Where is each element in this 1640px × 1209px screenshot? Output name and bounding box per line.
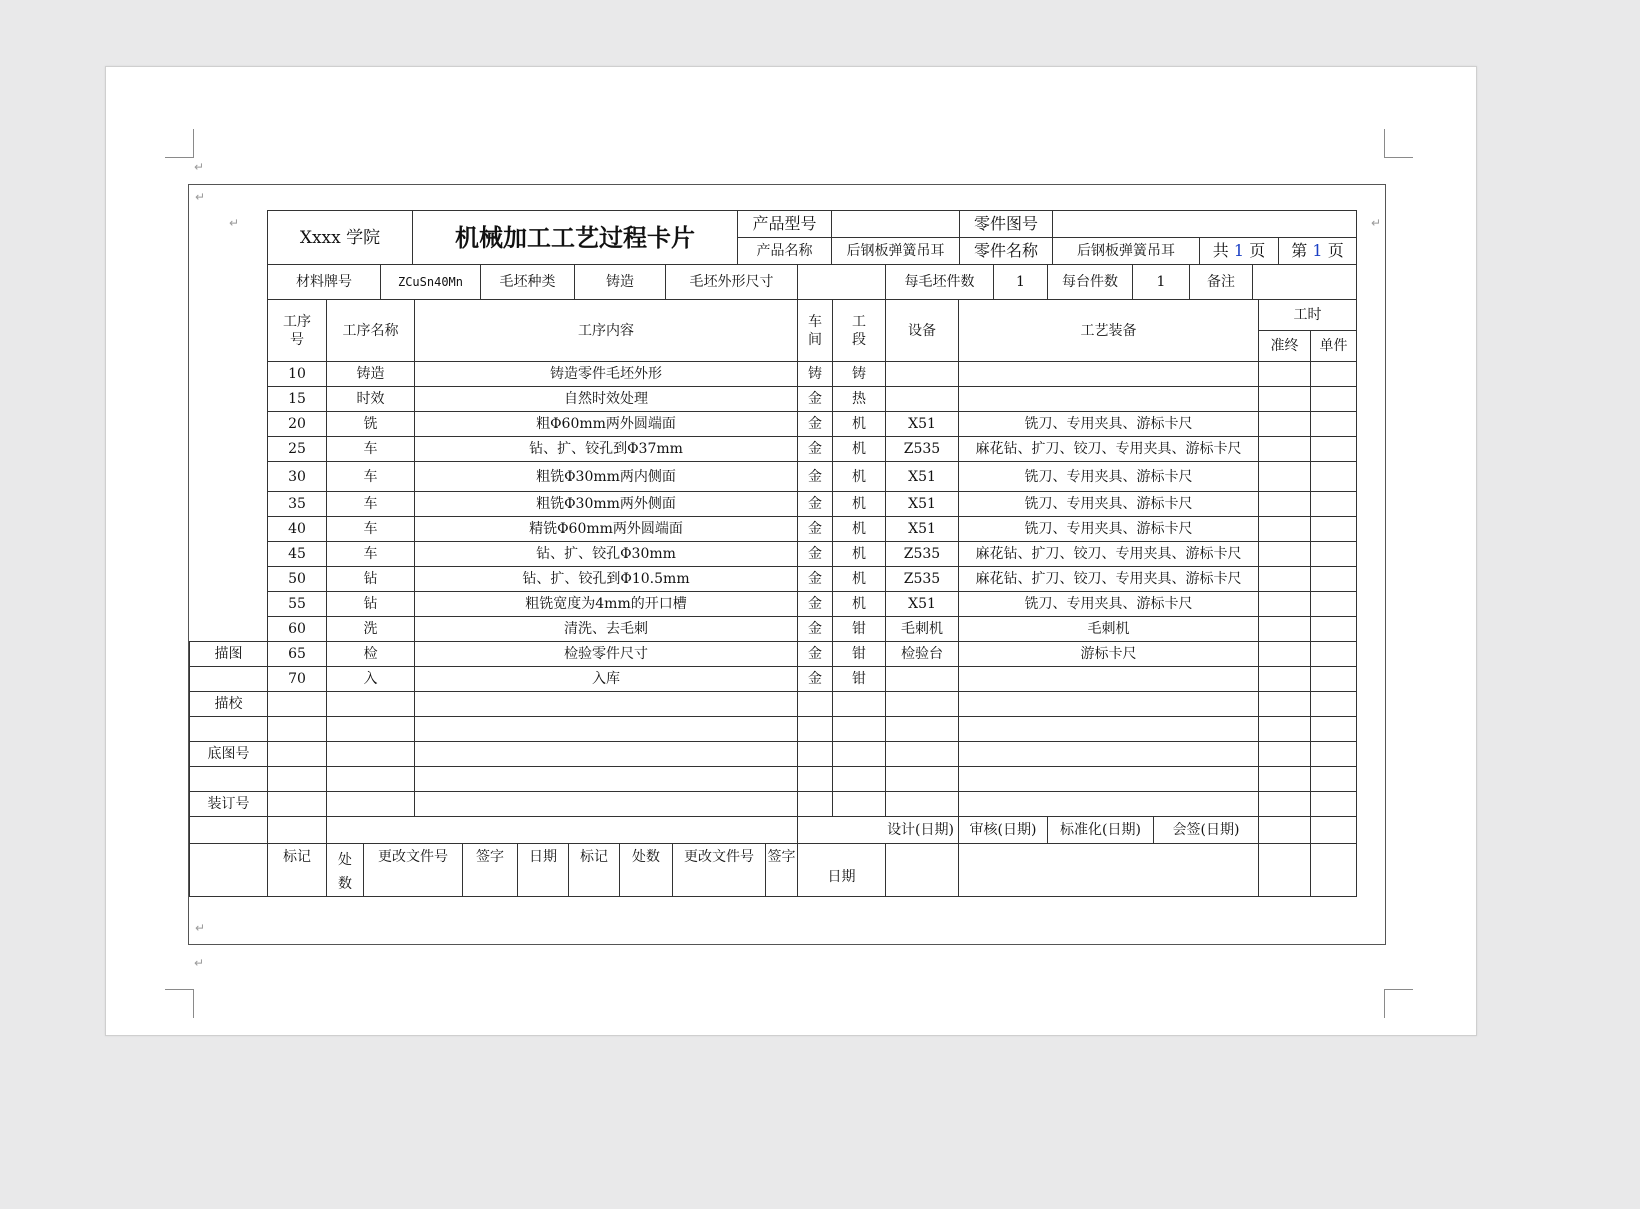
signoff-countersign: 会签(日期) xyxy=(1172,822,1240,838)
footer-side-blank xyxy=(190,844,268,897)
product-model-label: 产品型号 xyxy=(738,211,832,238)
row-side-label xyxy=(190,717,268,742)
row-tooling[interactable]: 麻花钻、扩刀、铰刀、专用夹具、游标卡尺 xyxy=(959,567,1259,592)
footer-date-2: 日期 xyxy=(798,844,886,897)
table-row xyxy=(190,412,1357,437)
table-row xyxy=(190,437,1357,462)
footer-mark-2: 标记 xyxy=(569,844,620,896)
row-section[interactable]: 机 xyxy=(833,412,886,437)
row-equipment[interactable]: Z535 xyxy=(886,542,959,567)
paragraph-mark: ↵ xyxy=(194,160,205,174)
row-section[interactable]: 钳 xyxy=(833,642,886,667)
row-time-unit[interactable] xyxy=(1311,387,1357,412)
row-side-label: 描校 xyxy=(190,692,268,717)
row-time-prep[interactable] xyxy=(1259,767,1311,792)
row-time-prep[interactable] xyxy=(1259,517,1311,542)
col-workshop-header-top: 车 xyxy=(808,313,822,330)
row-time-unit[interactable] xyxy=(1311,362,1357,387)
remark-value[interactable] xyxy=(1253,265,1357,300)
table-row xyxy=(190,542,1357,567)
paragraph-mark: ↵ xyxy=(1371,216,1382,230)
row-tooling[interactable] xyxy=(959,792,1259,817)
row-seq[interactable]: 10 xyxy=(268,362,327,387)
table-frame xyxy=(188,184,1386,945)
table-row xyxy=(190,717,1357,742)
row-content[interactable]: 粗铣宽度为4mm的开口槽 xyxy=(415,592,798,617)
row-time-unit[interactable] xyxy=(1311,667,1357,692)
col-section-header-bottom: 段 xyxy=(852,331,866,348)
row-side-label xyxy=(190,617,268,642)
row-time-unit[interactable] xyxy=(1311,717,1357,742)
row-time-prep[interactable] xyxy=(1259,642,1311,667)
card-title: 机械加工工艺过程卡片 xyxy=(413,211,738,265)
row-seq[interactable] xyxy=(268,792,327,817)
row-tooling[interactable]: 铣刀、专用夹具、游标卡尺 xyxy=(959,462,1259,492)
row-time-unit[interactable] xyxy=(1311,792,1357,817)
crop-mark-bottom-right xyxy=(1384,989,1413,1018)
part-name-label: 零件名称 xyxy=(960,238,1053,265)
row-equipment[interactable]: X51 xyxy=(886,412,959,437)
signoff-review: 审核(日期) xyxy=(959,817,1048,843)
table-row xyxy=(190,742,1357,767)
row-name[interactable]: 洗 xyxy=(327,617,415,642)
material-info-row xyxy=(267,264,1357,300)
paragraph-mark: ↵ xyxy=(195,190,206,204)
col-content-header: 工序内容 xyxy=(415,300,798,362)
row-name[interactable] xyxy=(327,767,415,792)
row-name[interactable] xyxy=(327,792,415,817)
col-tooling-header: 工艺装备 xyxy=(959,300,1259,362)
row-time-prep[interactable] xyxy=(1259,592,1311,617)
row-tooling[interactable]: 铣刀、专用夹具、游标卡尺 xyxy=(959,492,1259,517)
row-equipment[interactable] xyxy=(886,767,959,792)
row-content[interactable] xyxy=(415,717,798,742)
col-equipment-header: 设备 xyxy=(886,300,959,362)
row-section[interactable]: 机 xyxy=(833,542,886,567)
footer-blank xyxy=(959,844,1259,897)
footer-sign: 签字 xyxy=(463,844,518,896)
row-section[interactable]: 热 xyxy=(833,387,886,412)
row-section[interactable]: 机 xyxy=(833,517,886,542)
row-tooling[interactable]: 铣刀、专用夹具、游标卡尺 xyxy=(959,517,1259,542)
table-row xyxy=(190,387,1357,412)
col-time-header: 工时 xyxy=(1259,300,1357,331)
row-section[interactable] xyxy=(833,717,886,742)
table-row xyxy=(190,617,1357,642)
row-name[interactable]: 车 xyxy=(327,517,415,542)
row-name[interactable]: 铸造 xyxy=(327,362,415,387)
col-name-header: 工序名称 xyxy=(327,300,415,362)
row-side-label: 装订号 xyxy=(190,792,268,817)
per-unit-label: 每台件数 xyxy=(1048,265,1133,300)
row-seq[interactable] xyxy=(268,742,327,767)
row-time-unit[interactable] xyxy=(1311,542,1357,567)
row-time-prep[interactable] xyxy=(1259,792,1311,817)
row-section[interactable]: 铸 xyxy=(833,362,886,387)
row-time-unit[interactable] xyxy=(1311,492,1357,517)
row-tooling[interactable]: 游标卡尺 xyxy=(959,642,1259,667)
row-time-prep[interactable] xyxy=(1259,462,1311,492)
row-name[interactable]: 入 xyxy=(327,667,415,692)
row-section[interactable]: 机 xyxy=(833,437,886,462)
row-equipment[interactable]: X51 xyxy=(886,492,959,517)
paragraph-mark: ↵ xyxy=(194,956,205,970)
signoff-group xyxy=(959,817,1259,844)
row-time-unit[interactable] xyxy=(1311,567,1357,592)
row-time-prep[interactable] xyxy=(1259,437,1311,462)
row-tooling[interactable]: 麻花钻、扩刀、铰刀、专用夹具、游标卡尺 xyxy=(959,542,1259,567)
row-seq[interactable]: 30 xyxy=(268,462,327,492)
col-workshop-header-bottom: 间 xyxy=(808,331,822,348)
row-time-unit[interactable] xyxy=(1311,412,1357,437)
row-equipment[interactable]: Z535 xyxy=(886,437,959,462)
row-tooling[interactable]: 麻花钻、扩刀、铰刀、专用夹具、游标卡尺 xyxy=(959,437,1259,462)
col-section-header xyxy=(833,300,886,362)
row-equipment[interactable] xyxy=(886,717,959,742)
row-time-prep[interactable] xyxy=(1259,412,1311,437)
material-grade-label: 材料牌号 xyxy=(268,265,381,300)
row-content[interactable] xyxy=(415,792,798,817)
row-equipment[interactable] xyxy=(886,667,959,692)
table-row xyxy=(190,517,1357,542)
row-seq[interactable]: 25 xyxy=(268,437,327,462)
row-tooling[interactable] xyxy=(959,692,1259,717)
row-tooling[interactable] xyxy=(959,667,1259,692)
row-side-label xyxy=(190,362,268,387)
row-time-unit[interactable] xyxy=(1311,692,1357,717)
total-pages-number: 1 xyxy=(1233,241,1245,260)
row-side-label: 描图 xyxy=(190,642,268,667)
footer-count-top: 处 xyxy=(338,852,352,868)
col-workshop-header xyxy=(798,300,833,362)
row-time-unit[interactable] xyxy=(1311,617,1357,642)
current-page xyxy=(1279,238,1357,265)
part-drawing-label: 零件图号 xyxy=(960,211,1053,238)
row-content[interactable]: 钻、扩、铰孔到Φ37mm xyxy=(415,437,798,462)
crop-mark-bottom-left xyxy=(165,989,194,1018)
row-seq[interactable]: 55 xyxy=(268,592,327,617)
crop-mark-top-right xyxy=(1384,129,1413,158)
signoff-blank xyxy=(268,817,327,844)
footer-change-doc: 更改文件号 xyxy=(364,844,463,896)
product-name-label: 产品名称 xyxy=(738,238,832,265)
row-section[interactable] xyxy=(833,692,886,717)
product-model-value[interactable] xyxy=(832,211,960,238)
row-time-unit[interactable] xyxy=(1311,592,1357,617)
row-time-prep[interactable] xyxy=(1259,492,1311,517)
table-row xyxy=(190,792,1357,817)
table-row xyxy=(190,767,1357,792)
process-card-header xyxy=(267,210,1357,265)
blank-size-label: 毛坯外形尺寸 xyxy=(666,265,798,300)
row-equipment[interactable]: Z535 xyxy=(886,567,959,592)
row-side-label xyxy=(190,517,268,542)
row-content[interactable] xyxy=(415,767,798,792)
row-workshop[interactable]: 金 xyxy=(798,542,833,567)
row-section[interactable] xyxy=(833,742,886,767)
row-time-prep[interactable] xyxy=(1259,542,1311,567)
table-row xyxy=(190,492,1357,517)
footer-sign-2: 签字 xyxy=(767,849,796,865)
table-row xyxy=(190,692,1357,717)
row-name[interactable]: 车 xyxy=(327,492,415,517)
process-table xyxy=(189,299,1357,897)
row-tooling[interactable] xyxy=(959,767,1259,792)
current-page-prefix: 第 xyxy=(1291,241,1308,260)
footer-count-bottom: 数 xyxy=(338,876,352,892)
per-blank-value[interactable]: 1 xyxy=(994,265,1048,300)
row-content[interactable] xyxy=(415,692,798,717)
table-row xyxy=(190,567,1357,592)
row-name[interactable]: 车 xyxy=(327,542,415,567)
row-tooling[interactable]: 毛刺机 xyxy=(959,617,1259,642)
row-time-unit[interactable] xyxy=(1311,767,1357,792)
col-seq-header-top: 工序 xyxy=(283,313,311,330)
remark-label: 备注 xyxy=(1190,265,1253,300)
signoff-blank xyxy=(327,817,798,844)
row-workshop[interactable]: 金 xyxy=(798,517,833,542)
row-content[interactable]: 铸造零件毛坯外形 xyxy=(415,362,798,387)
row-equipment[interactable]: X51 xyxy=(886,517,959,542)
row-seq[interactable]: 35 xyxy=(268,492,327,517)
current-page-number: 1 xyxy=(1312,241,1323,260)
part-name-value[interactable]: 后钢板弹簧吊耳 xyxy=(1053,238,1200,265)
paragraph-mark: ↵ xyxy=(195,921,206,935)
signoff-blank xyxy=(190,817,268,844)
part-drawing-value[interactable] xyxy=(1053,211,1357,238)
row-time-prep[interactable] xyxy=(1259,387,1311,412)
material-grade-value[interactable]: ZCuSn40Mn xyxy=(381,265,481,300)
row-workshop[interactable]: 金 xyxy=(798,592,833,617)
row-side-label xyxy=(190,437,268,462)
row-name[interactable]: 时效 xyxy=(327,387,415,412)
row-name[interactable]: 钻 xyxy=(327,592,415,617)
row-side-label xyxy=(190,387,268,412)
row-side-label: 底图号 xyxy=(190,742,268,767)
table-row xyxy=(190,462,1357,492)
total-pages xyxy=(1200,238,1279,265)
row-seq[interactable]: 70 xyxy=(268,667,327,692)
row-side-label xyxy=(190,667,268,692)
row-side-label xyxy=(190,492,268,517)
row-content[interactable]: 清洗、去毛刺 xyxy=(415,617,798,642)
row-content[interactable]: 自然时效处理 xyxy=(415,387,798,412)
school-name: Xxxx 学院 xyxy=(268,211,413,265)
table-row xyxy=(190,667,1357,692)
signoff-blank xyxy=(1259,817,1311,844)
row-time-prep[interactable] xyxy=(1259,742,1311,767)
row-workshop[interactable] xyxy=(798,692,833,717)
row-workshop[interactable]: 金 xyxy=(798,412,833,437)
product-name-value[interactable]: 后钢板弹簧吊耳 xyxy=(832,238,960,265)
row-tooling[interactable] xyxy=(959,717,1259,742)
footer-blank xyxy=(886,844,959,897)
row-seq[interactable]: 50 xyxy=(268,567,327,592)
row-workshop[interactable]: 金 xyxy=(798,387,833,412)
row-section[interactable] xyxy=(833,792,886,817)
row-content[interactable]: 钻、扩、铰孔到Φ10.5mm xyxy=(415,567,798,592)
col-section-header-top: 工 xyxy=(852,313,866,330)
row-equipment[interactable]: X51 xyxy=(886,462,959,492)
per-blank-label: 每毛坯件数 xyxy=(886,265,994,300)
paragraph-mark: ↵ xyxy=(229,216,240,230)
footer-count xyxy=(327,844,364,896)
row-time-unit[interactable] xyxy=(1311,517,1357,542)
row-section[interactable] xyxy=(833,767,886,792)
row-workshop[interactable] xyxy=(798,742,833,767)
signoff-standard: 标准化(日期) xyxy=(1048,817,1154,843)
row-workshop[interactable]: 金 xyxy=(798,492,833,517)
row-time-unit[interactable] xyxy=(1311,642,1357,667)
footer-blank xyxy=(1259,844,1311,897)
footer-change-group xyxy=(327,844,798,897)
signoff-design: 设计(日期) xyxy=(798,817,959,844)
row-content[interactable]: 粗Φ60mm两外圆端面 xyxy=(415,412,798,437)
row-tooling[interactable] xyxy=(959,387,1259,412)
row-tooling[interactable]: 铣刀、专用夹具、游标卡尺 xyxy=(959,412,1259,437)
row-seq[interactable] xyxy=(268,767,327,792)
row-equipment[interactable]: 毛刺机 xyxy=(886,617,959,642)
row-equipment[interactable] xyxy=(886,387,959,412)
row-equipment[interactable] xyxy=(886,362,959,387)
row-content[interactable]: 钻、扩、铰孔Φ30mm xyxy=(415,542,798,567)
process-rows xyxy=(190,362,1357,817)
row-time-unit[interactable] xyxy=(1311,742,1357,767)
row-seq[interactable] xyxy=(268,692,327,717)
row-name[interactable] xyxy=(327,717,415,742)
row-content[interactable]: 粗铣Φ30mm两内侧面 xyxy=(415,462,798,492)
row-time-prep[interactable] xyxy=(1259,717,1311,742)
row-section[interactable]: 机 xyxy=(833,567,886,592)
row-tooling[interactable]: 铣刀、专用夹具、游标卡尺 xyxy=(959,592,1259,617)
document-page xyxy=(105,66,1477,1036)
row-time-prep[interactable] xyxy=(1259,617,1311,642)
row-name[interactable]: 车 xyxy=(327,437,415,462)
footer-date: 日期 xyxy=(518,844,569,896)
row-section[interactable]: 机 xyxy=(833,592,886,617)
footer-mark: 标记 xyxy=(268,844,327,897)
row-seq[interactable]: 45 xyxy=(268,542,327,567)
row-section[interactable]: 钳 xyxy=(833,617,886,642)
footer-blank xyxy=(1311,844,1357,897)
current-page-suffix: 页 xyxy=(1327,241,1344,260)
col-time-unit-header: 单件 xyxy=(1311,331,1357,362)
row-name[interactable]: 钻 xyxy=(327,567,415,592)
row-name[interactable] xyxy=(327,742,415,767)
row-seq[interactable]: 60 xyxy=(268,617,327,642)
row-side-label xyxy=(190,542,268,567)
row-equipment[interactable] xyxy=(886,692,959,717)
per-unit-value[interactable]: 1 xyxy=(1133,265,1190,300)
row-equipment[interactable]: 检验台 xyxy=(886,642,959,667)
row-workshop[interactable]: 金 xyxy=(798,462,833,492)
row-seq[interactable]: 20 xyxy=(268,412,327,437)
row-seq[interactable]: 65 xyxy=(268,642,327,667)
col-seq-header xyxy=(268,300,327,362)
total-pages-suffix: 页 xyxy=(1249,241,1266,260)
row-content[interactable]: 精铣Φ60mm两外圆端面 xyxy=(415,517,798,542)
row-workshop[interactable] xyxy=(798,792,833,817)
row-workshop[interactable]: 金 xyxy=(798,667,833,692)
row-equipment[interactable] xyxy=(886,742,959,767)
table-row xyxy=(190,362,1357,387)
table-row xyxy=(190,592,1357,617)
row-time-prep[interactable] xyxy=(1259,667,1311,692)
row-side-label xyxy=(190,592,268,617)
row-workshop[interactable]: 金 xyxy=(798,642,833,667)
row-workshop[interactable]: 金 xyxy=(798,437,833,462)
row-name[interactable]: 铣 xyxy=(327,412,415,437)
crop-mark-top-left xyxy=(165,129,194,158)
signoff-blank xyxy=(1311,817,1357,844)
row-equipment[interactable]: X51 xyxy=(886,592,959,617)
col-time-prep-header: 准终 xyxy=(1259,331,1311,362)
row-workshop[interactable]: 铸 xyxy=(798,362,833,387)
row-seq[interactable]: 40 xyxy=(268,517,327,542)
row-section[interactable]: 机 xyxy=(833,462,886,492)
row-content[interactable]: 入库 xyxy=(415,667,798,692)
row-workshop[interactable]: 金 xyxy=(798,567,833,592)
row-side-label xyxy=(190,567,268,592)
blank-type-label: 毛坯种类 xyxy=(481,265,575,300)
row-tooling[interactable] xyxy=(959,742,1259,767)
row-workshop[interactable] xyxy=(798,717,833,742)
row-seq[interactable] xyxy=(268,717,327,742)
row-time-prep[interactable] xyxy=(1259,567,1311,592)
col-seq-header-bottom: 号 xyxy=(290,331,304,348)
row-name[interactable] xyxy=(327,692,415,717)
row-content[interactable]: 粗铣Φ30mm两外侧面 xyxy=(415,492,798,517)
row-time-unit[interactable] xyxy=(1311,462,1357,492)
row-name[interactable]: 车 xyxy=(327,462,415,492)
row-content[interactable]: 检验零件尺寸 xyxy=(415,642,798,667)
row-tooling[interactable] xyxy=(959,362,1259,387)
row-workshop[interactable] xyxy=(798,767,833,792)
row-section[interactable]: 钳 xyxy=(833,667,886,692)
row-time-prep[interactable] xyxy=(1259,362,1311,387)
row-seq[interactable]: 15 xyxy=(268,387,327,412)
total-pages-prefix: 共 xyxy=(1212,241,1229,260)
row-name[interactable]: 检 xyxy=(327,642,415,667)
table-row xyxy=(190,642,1357,667)
footer-change-doc-2: 更改文件号 xyxy=(673,844,766,896)
row-section[interactable]: 机 xyxy=(833,492,886,517)
row-workshop[interactable]: 金 xyxy=(798,617,833,642)
row-side-label xyxy=(190,767,268,792)
row-content[interactable] xyxy=(415,742,798,767)
side-blank xyxy=(190,300,268,362)
row-time-unit[interactable] xyxy=(1311,437,1357,462)
footer-count-2: 处数 xyxy=(620,844,673,896)
blank-type-value[interactable]: 铸造 xyxy=(575,265,666,300)
row-side-label xyxy=(190,412,268,437)
row-side-label xyxy=(190,462,268,492)
row-time-prep[interactable] xyxy=(1259,692,1311,717)
blank-size-value[interactable] xyxy=(798,265,886,300)
row-equipment[interactable] xyxy=(886,792,959,817)
